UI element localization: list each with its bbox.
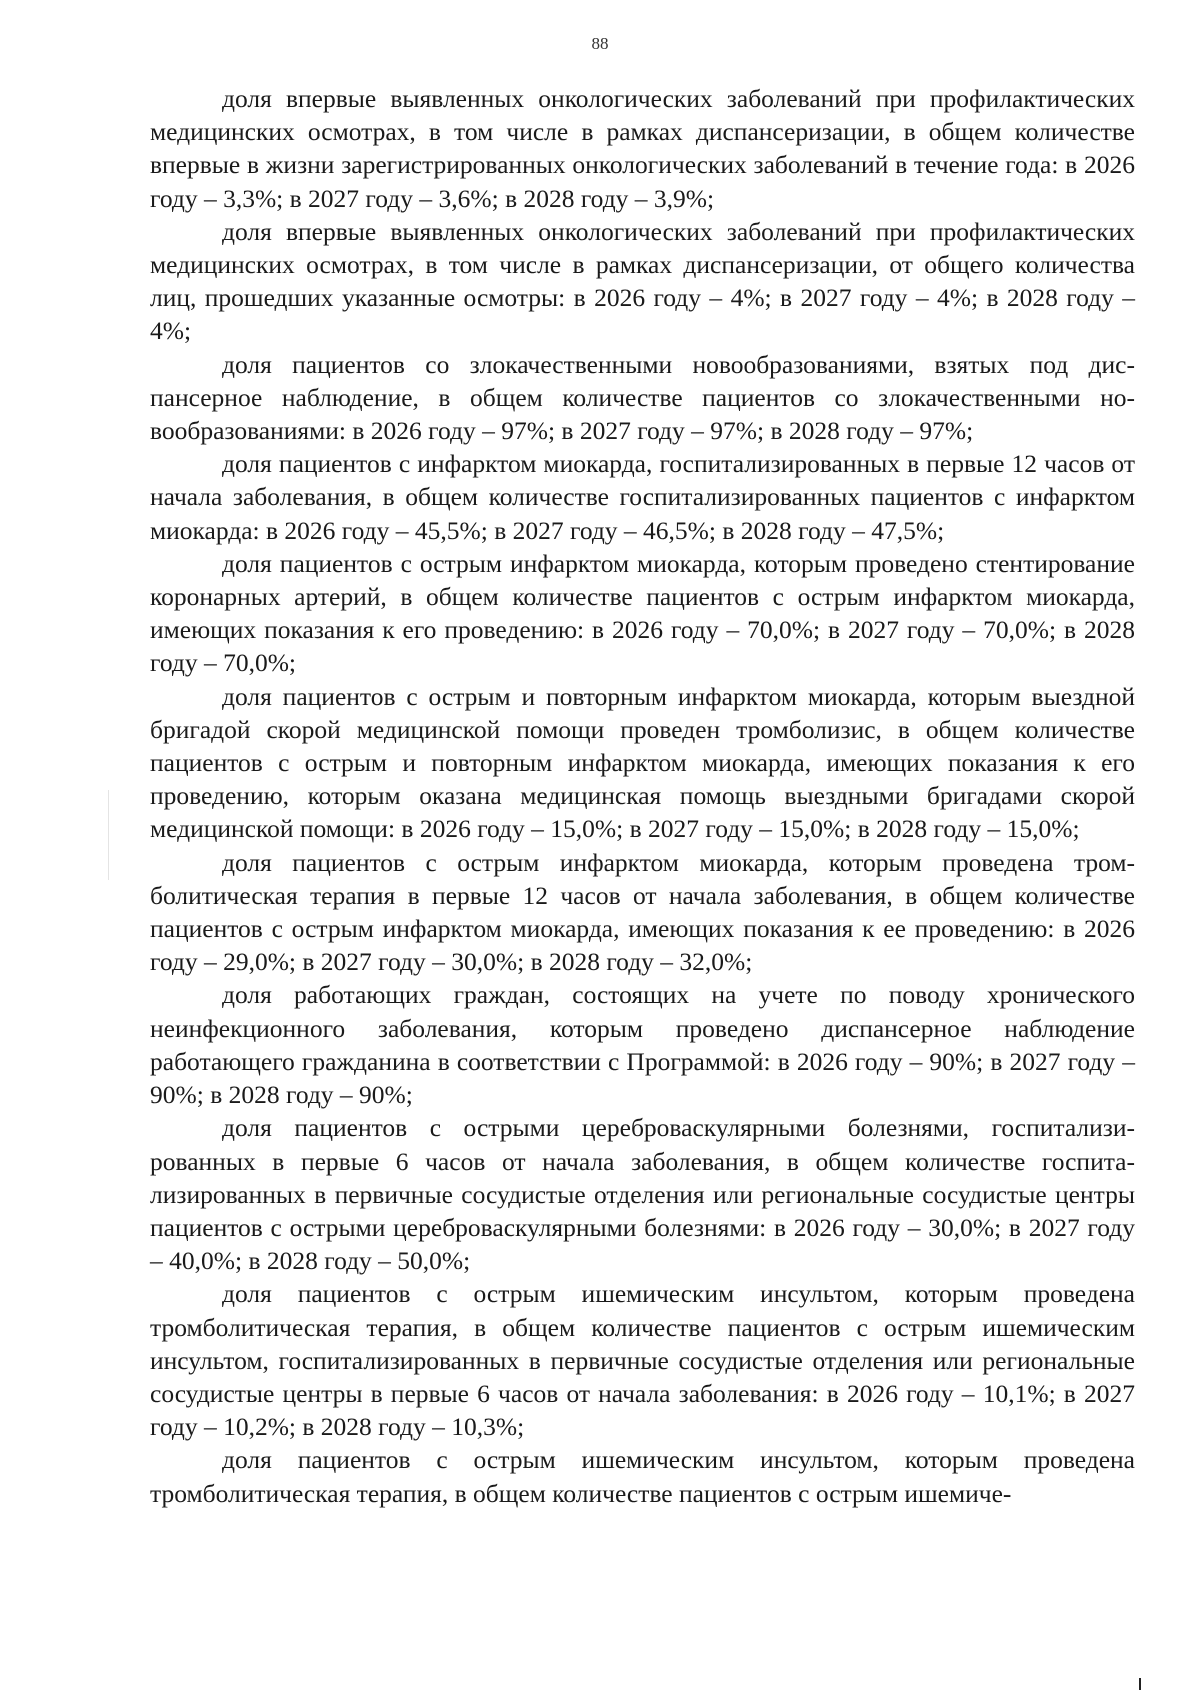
- paragraph-ischemic-stroke-continued: доля пациентов с острым ишемическим инсультом, которым проведена тромболитическая терапия, в общем количестве пациентов с острым ишемиче-: [150, 1445, 1135, 1508]
- paragraph-thrombolytic-therapy-12h: доля пациентов с острым инфарктом миокарда, которым проведена тромболитическая терапия в первые 12 часов от начала заболевания, в общем количестве пациентов с острым инфарктом миокарда, имеющих показания к ее проведению: в 2026 году – 29,0%; в 2027 году – 30,0%; в 2028 году – 32,0%;: [150, 847, 1135, 977]
- paragraph-cerebrovascular-hospitalized-6h: доля пациентов с острыми цереброваскулярными болезнями, госпитализированных в первые 6 часов от начала заболевания, в общем количестве госпитализированных в первичные сосудистые отделения или региональные сосудистые центры пациентов с острыми цереброваскулярными болезнями: в 2026 году – 30,0%; в 2027 году – 40,0%; в 2028 году – 50,0%;: [150, 1113, 1135, 1276]
- scan-margin-mark: [108, 790, 109, 880]
- paragraph-coronary-stenting: доля пациентов с острым инфарктом миокарда, которым проведено стентирование коронарных артерий, в общем количестве пациентов с острым инфарктом миокарда, имеющих показания к его проведению: в 2026 году – 70,0%; в 2027 году – 70,0%; в 2028 году – 70,0%;: [150, 548, 1135, 678]
- paragraph-working-citizens-dispensary: доля работающих граждан, состоящих на учете по поводу хронического неинфекционного заболевания, которым проведено диспансерное наблюдение работающего гражданина в соответствии с Программой: в 2026 году – 90%; в 2027 году – 90%; в 2028 году – 90%;: [150, 980, 1135, 1110]
- paragraph-infarction-hospitalized-12h: доля пациентов с инфарктом миокарда, госпитализированных в первые 12 часов от начала заболевания, в общем количестве госпитализированных пациентов с инфарктом миокарда: в 2026 году – 45,5%; в 2027 году – 46,5%; в 2028 году – 47,5%;: [150, 449, 1135, 545]
- paragraph-oncology-screened-persons: доля впервые выявленных онкологических заболеваний при профилактических медицинских осмотрах, в том числе в рамках диспансеризации, от общего количества лиц, прошедших указанные осмотры: в 2026 году – 4%; в 2027 году – 4%; в 2028 году – 4%;: [150, 216, 1135, 346]
- scan-edge-mark: [1139, 1678, 1141, 1690]
- paragraph-ischemic-stroke-thrombolysis: доля пациентов с острым ишемическим инсультом, которым проведена тромболитическая терапия, в общем количестве пациентов с острым ишемическим инсультом, госпитализированных в первичные сосудистые отделения или региональные сосудистые центры в первые 6 часов от начала заболевания: в 2026 году – 10,1%; в 2027 году – 10,2%; в 2028 году – 10,3%;: [150, 1279, 1135, 1442]
- paragraph-oncology-screening-share: доля впервые выявленных онкологических заболеваний при профилактических медицинских осмотрах, в том числе в рамках диспансеризации, в общем количестве впервые в жизни зарегистрированных онкологических заболеваний в течение года: в 2026 году – 3,3%; в 2027 году – 3,6%; в 2028 году – 3,9%;: [150, 84, 1135, 213]
- paragraph-ambulance-thrombolysis: доля пациентов с острым и повторным инфарктом миокарда, которым выездной бригадой скорой медицинской помощи проведен тромболизис, в общем количестве пациентов с острым и повторным инфарктом миокарда, имеющих показания к его проведению, которым оказана медицинская помощь выездными бригадами скорой медицинской помощи: в 2026 году – 15,0%; в 2027 году – 15,0%; в 2028 году – 15,0%;: [150, 681, 1135, 844]
- paragraph-malignant-dispensary: доля пациентов со злокачественными новообразованиями, взятых под диспансерное наблюдение, в общем количестве пациентов со злокачественными новообразованиями: в 2026 году – 97%; в 2027 году – 97%; в 2028 году – 97%;: [150, 349, 1135, 446]
- document-body: [150, 82, 1135, 1510]
- page-number: 88: [591, 34, 609, 53]
